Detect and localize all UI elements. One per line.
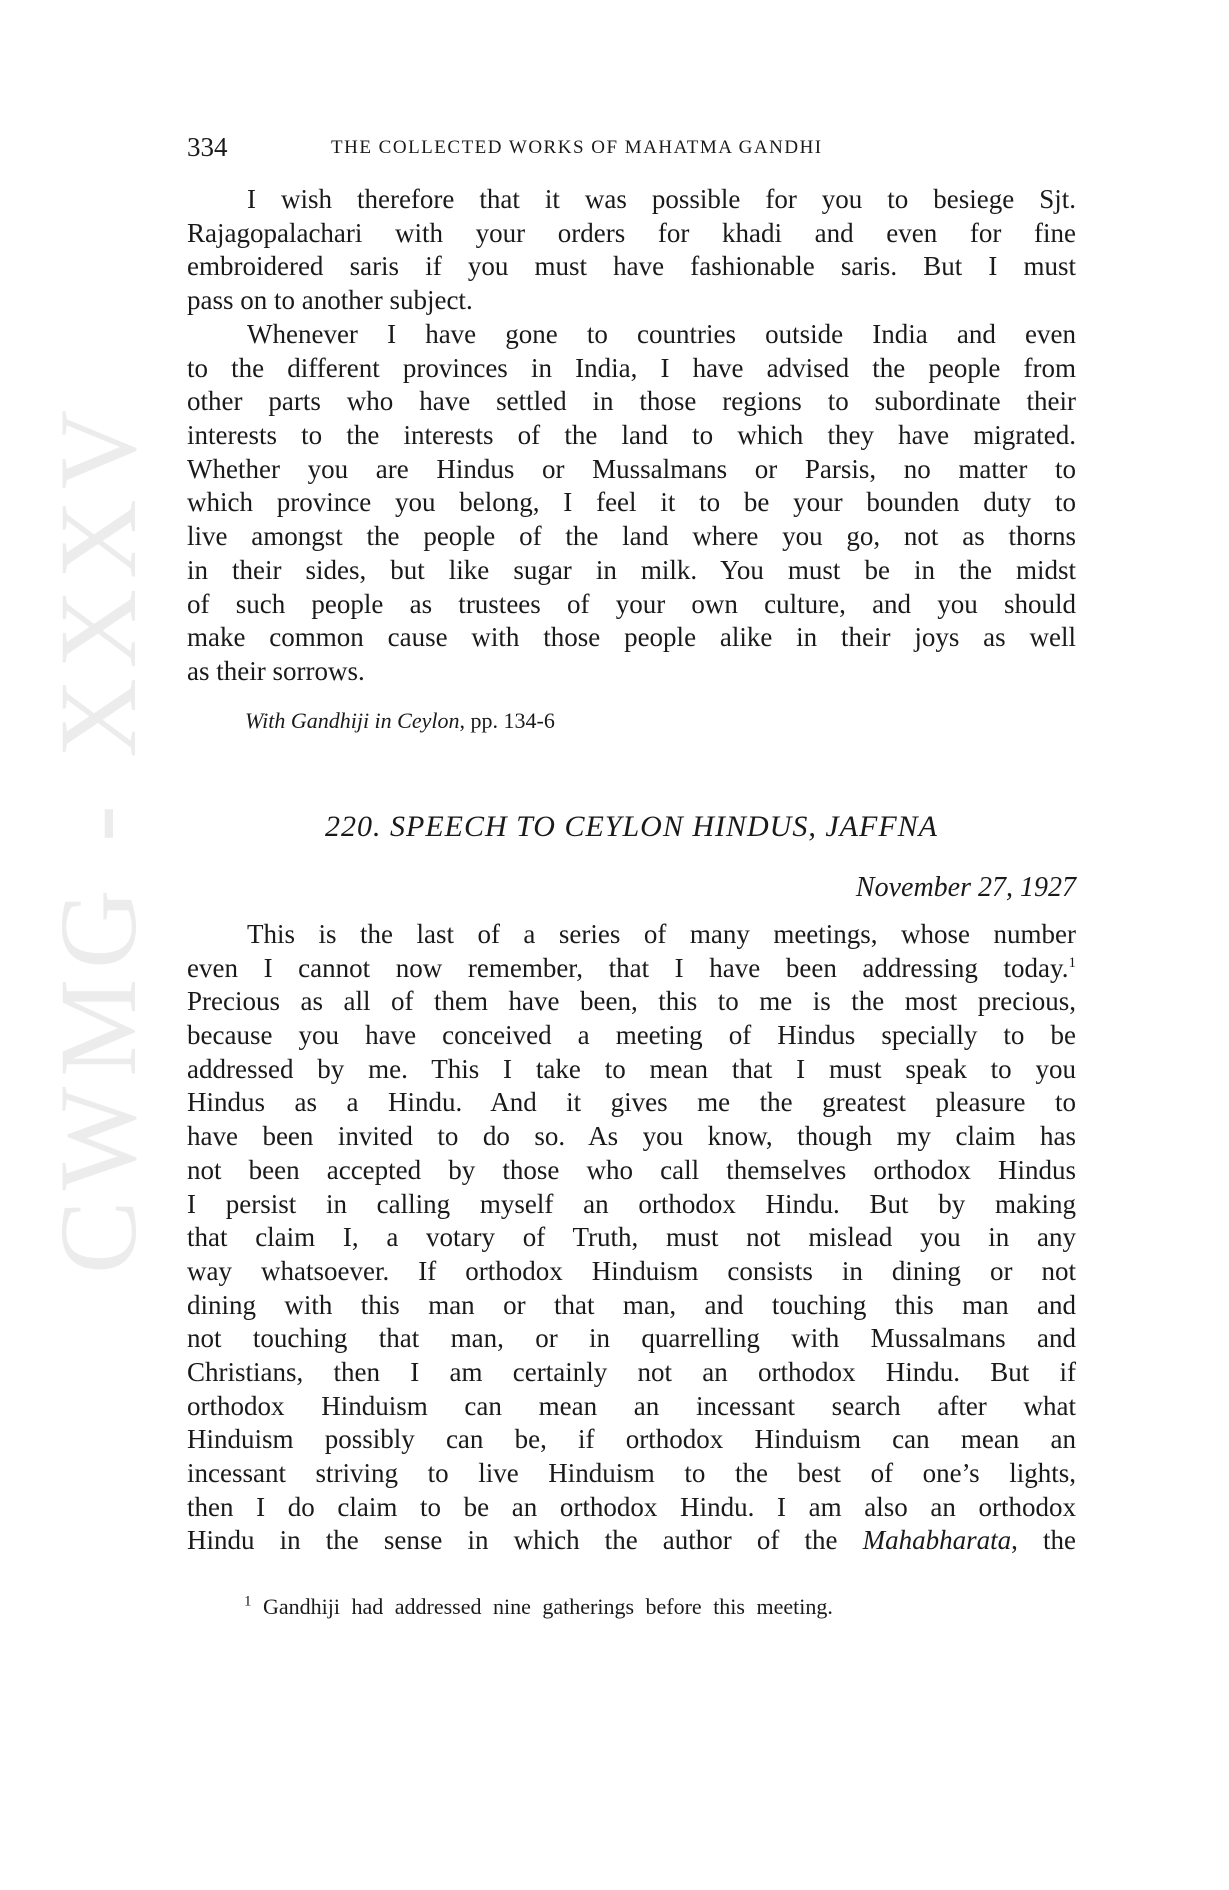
line-text: way whatsoever. If orthodox Hinduism consists in dining or not xyxy=(187,1255,1076,1286)
text-line xyxy=(187,1053,1076,1087)
line-text: incessant striving to live Hinduism to the best of one’s lights, xyxy=(187,1458,1076,1488)
line-text: Hinduism possibly can be, if orthodox Hinduism can mean an xyxy=(187,1424,1076,1455)
text-line xyxy=(187,1154,1076,1188)
line-text: Whether you are Hindus or Mussalmans or Parsis, no matter to xyxy=(187,453,1076,484)
line-text: Hindus as a Hindu. And it gives me the greatest pleasure to xyxy=(187,1087,1076,1118)
line-text: in their sides, but like sugar in milk. You must be in the midst xyxy=(187,554,1076,585)
line-text: not touching that man, or in quarrelling with Mussalmans and xyxy=(187,1323,1076,1354)
text-line xyxy=(187,1524,1076,1558)
line-text: I wish therefore that it was possible for you to besiege Sjt. xyxy=(247,184,1076,214)
line-text: orthodox Hinduism can mean an incessant search after what xyxy=(187,1390,1076,1421)
line-text: embroidered saris if you must have fashionable saris. But I must xyxy=(187,251,1076,282)
text-line xyxy=(187,918,1076,952)
text-line xyxy=(187,1491,1076,1525)
text-line xyxy=(187,318,1076,352)
text-line xyxy=(187,1019,1076,1053)
line-text: pass on to another subject. xyxy=(187,285,473,316)
line-text: interests to the interests of the land to which they have migrated. xyxy=(187,420,1076,451)
line-text: because you have conceived a meeting of Hindus specially to be xyxy=(187,1020,1076,1051)
text-line xyxy=(187,554,1076,588)
text-line xyxy=(187,655,1076,689)
text-line xyxy=(187,1423,1076,1457)
text-line xyxy=(187,453,1076,487)
footnote-text: Gandhiji had addressed nine gatherings before this meeting. xyxy=(263,1594,833,1619)
text-line xyxy=(187,588,1076,622)
line-text: Christians, then I am certainly not an orthodox Hindu. But if xyxy=(187,1356,1076,1387)
text-line xyxy=(187,1255,1076,1289)
line-text: of such people as trustees of your own culture, and you should xyxy=(187,588,1076,619)
source-citation xyxy=(245,708,555,734)
watermark: CWMG - XXXV xyxy=(37,400,159,1274)
text-line xyxy=(187,520,1076,554)
line-text: other parts who have settled in those regions to subordinate their xyxy=(187,386,1076,417)
text-line xyxy=(187,183,1076,217)
text-line xyxy=(187,1457,1076,1491)
section-heading: 220. SPEECH TO CEYLON HINDUS, JAFFNA xyxy=(325,810,938,843)
line-text: live amongst the people of the land where you go, not as thorns xyxy=(187,521,1076,552)
line-text: Whenever I have gone to countries outside India and even xyxy=(247,319,1076,349)
text-line xyxy=(187,952,1076,986)
citation-title: With Gandhiji in Ceylon xyxy=(245,708,460,733)
text-line xyxy=(187,1390,1076,1424)
line-text: which province you belong, I feel it to be your bounden duty to xyxy=(187,487,1076,518)
line-text: even I cannot now remember, that I have been addressing today. xyxy=(187,952,1069,983)
line-text: that claim I, a votary of Truth, must not mislead you in any xyxy=(187,1222,1076,1253)
text-line xyxy=(187,217,1076,251)
line-text: I persist in calling myself an orthodox Hindu. But by making xyxy=(187,1188,1076,1219)
text-line xyxy=(187,385,1076,419)
book-title: Mahabharata xyxy=(862,1525,1012,1556)
line-text: have been invited to do so. As you know, though my claim has xyxy=(187,1121,1076,1152)
line-text: make common cause with those people alike in their joys as well xyxy=(187,622,1076,653)
paragraph-1 xyxy=(187,183,1076,318)
speech-date: November 27, 1927 xyxy=(855,872,1076,903)
text-line xyxy=(187,1356,1076,1390)
text-line xyxy=(187,1188,1076,1222)
line-text: dining with this man or that man, and touching this man and xyxy=(187,1289,1076,1320)
footnote-ref: 1 xyxy=(1068,954,1076,971)
line-text: Hindu in the sense in which the author of the xyxy=(187,1525,863,1556)
text-line xyxy=(187,621,1076,655)
citation-pages: , pp. 134-6 xyxy=(459,708,555,733)
line-text: Precious as all of them have been, this to me is the most precious, xyxy=(187,986,1076,1017)
footnote xyxy=(244,1594,833,1620)
footnote-marker: 1 xyxy=(244,1593,252,1610)
text-line xyxy=(187,1221,1076,1255)
text-line xyxy=(187,486,1076,520)
text-line xyxy=(187,419,1076,453)
text-line xyxy=(187,1086,1076,1120)
line-text: This is the last of a series of many meetings, whose number xyxy=(247,919,1076,949)
text-line xyxy=(187,1289,1076,1323)
text-line xyxy=(187,985,1076,1019)
page-number: 334 xyxy=(187,132,228,162)
line-text: addressed by me. This I take to mean that I must speak to you xyxy=(187,1053,1076,1084)
paragraph-3 xyxy=(187,918,1076,1558)
text-line xyxy=(187,1120,1076,1154)
text-line xyxy=(187,284,1076,318)
text-line xyxy=(187,250,1076,284)
line-text: as their sorrows. xyxy=(187,655,365,686)
line-text: then I do claim to be an orthodox Hindu. I am also an orthodox xyxy=(187,1491,1076,1522)
line-text: Rajagopalachari with your orders for khadi and even for fine xyxy=(187,217,1076,248)
line-text: not been accepted by those who call themselves orthodox Hindus xyxy=(187,1154,1076,1185)
line-text: to the different provinces in India, I have advised the people from xyxy=(187,352,1076,383)
line-text: , the xyxy=(1011,1525,1076,1556)
text-line xyxy=(187,352,1076,386)
paragraph-2 xyxy=(187,318,1076,689)
page-header xyxy=(187,132,1076,168)
running-title: THE COLLECTED WORKS OF MAHATMA GANDHI xyxy=(331,137,823,158)
text-line xyxy=(187,1322,1076,1356)
